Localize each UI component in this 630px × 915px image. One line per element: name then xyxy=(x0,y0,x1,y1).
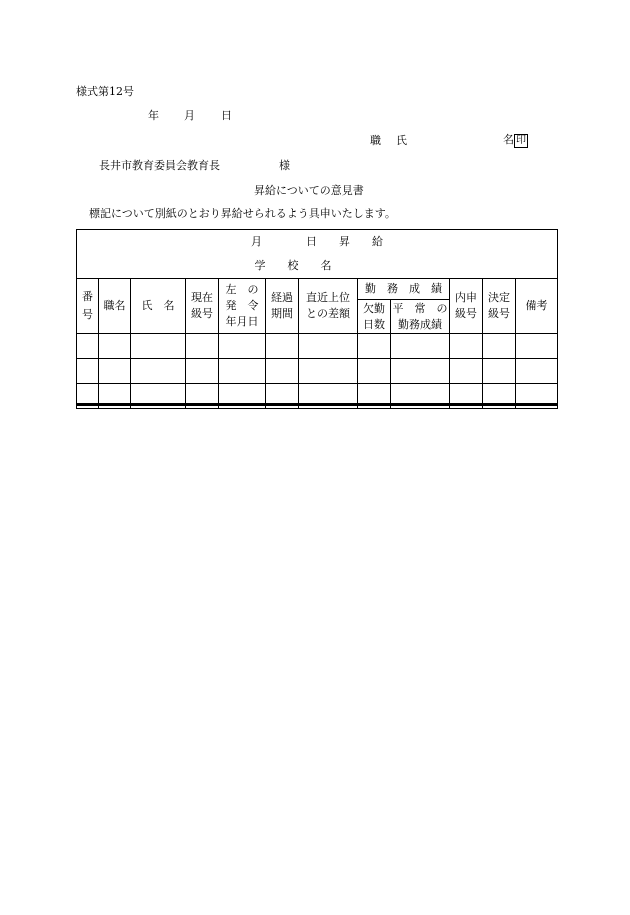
col-internal-l1: 内申 xyxy=(455,291,477,305)
table-cell[interactable] xyxy=(131,359,186,384)
table-cell[interactable] xyxy=(358,334,391,359)
name-suffix-text: 名 xyxy=(503,133,514,146)
table-cell[interactable] xyxy=(219,334,266,359)
submitter-name-prefix: 氏 xyxy=(396,134,407,147)
col-absence-l2: 日数 xyxy=(363,317,385,331)
col-elapsed-l1: 経過 xyxy=(271,291,293,305)
table-cell[interactable] xyxy=(483,334,516,359)
date-month-label: 月 xyxy=(184,109,195,122)
table-cell[interactable] xyxy=(266,359,299,384)
addressee-org: 長井市教育委員会教育長 xyxy=(99,159,220,172)
col-difference-l2: との差額 xyxy=(306,307,350,320)
col-name: 氏 名 xyxy=(131,279,186,334)
col-decided-l2: 級号 xyxy=(488,307,510,320)
col-position: 職名 xyxy=(99,279,131,334)
table-cell[interactable] xyxy=(99,359,131,384)
table-cell[interactable] xyxy=(99,334,131,359)
table-cell[interactable] xyxy=(358,359,391,384)
col-internal-grade xyxy=(450,279,483,334)
table-cell[interactable] xyxy=(186,334,219,359)
col-number-text: 番号 xyxy=(82,290,93,321)
salary-increase-table xyxy=(76,229,558,409)
table-bottom-rule xyxy=(76,403,557,406)
table-cell[interactable] xyxy=(266,334,299,359)
date-day-label: 日 xyxy=(221,109,232,122)
table-cell[interactable] xyxy=(77,359,99,384)
col-left-issue-date xyxy=(219,279,266,334)
date-year-label: 年 xyxy=(148,109,159,122)
col-absence-l1: 欠勤 xyxy=(363,301,385,315)
table-cell[interactable] xyxy=(391,359,450,384)
col-internal-l2: 級号 xyxy=(455,307,477,320)
col-difference xyxy=(299,279,358,334)
document-title: 昇給についての意見書 xyxy=(254,184,364,197)
col-remarks: 備考 xyxy=(516,279,558,334)
title-day: 日 xyxy=(306,234,318,248)
col-absence-days xyxy=(358,300,391,334)
title-month: 月 xyxy=(251,234,263,248)
col-decided-l1: 決定 xyxy=(488,291,510,305)
col-left-issue-date-l1: 左 の xyxy=(225,283,259,297)
col-left-issue-date-l2: 発 令 xyxy=(225,299,259,313)
col-difference-l1: 直近上位 xyxy=(306,291,350,305)
addressee-honorific: 様 xyxy=(279,159,290,172)
school-name-label: 学 校 名 xyxy=(77,253,558,279)
table-row xyxy=(77,334,558,359)
body-text: 標記について別紙のとおり昇給せられるよう具申いたします。 xyxy=(89,207,396,220)
table-cell[interactable] xyxy=(131,334,186,359)
col-left-issue-date-l3: 年月日 xyxy=(225,314,259,328)
table-cell[interactable] xyxy=(299,359,358,384)
form-number: 様式第12号 xyxy=(76,85,134,98)
table-cell[interactable] xyxy=(450,359,483,384)
col-elapsed-l2: 期間 xyxy=(271,307,293,320)
table-cell[interactable] xyxy=(299,334,358,359)
table-cell[interactable] xyxy=(483,359,516,384)
col-decided-grade xyxy=(483,279,516,334)
title-label: 昇 給 xyxy=(339,234,384,248)
seal-mark: 印 xyxy=(516,135,526,146)
submitter-position-label: 職 xyxy=(370,134,381,147)
table-cell[interactable] xyxy=(450,334,483,359)
submitter-name-suffix xyxy=(503,134,528,148)
col-elapsed-period xyxy=(266,279,299,334)
table-cell[interactable] xyxy=(186,359,219,384)
table-cell[interactable] xyxy=(77,334,99,359)
table-cell[interactable] xyxy=(219,359,266,384)
col-normal-l1: 平 常 の xyxy=(392,301,448,315)
col-normal-l2: 勤務成績 xyxy=(398,317,442,331)
table-cell[interactable] xyxy=(516,334,558,359)
table-title xyxy=(77,230,558,254)
col-number xyxy=(77,279,99,334)
col-current-grade xyxy=(186,279,219,334)
col-performance: 勤 務 成 績 xyxy=(358,279,450,300)
table-cell[interactable] xyxy=(391,334,450,359)
table-row xyxy=(77,359,558,384)
table-cell[interactable] xyxy=(516,359,558,384)
col-current-grade-text: 現在級号 xyxy=(191,291,213,320)
col-normal-performance xyxy=(391,300,450,334)
